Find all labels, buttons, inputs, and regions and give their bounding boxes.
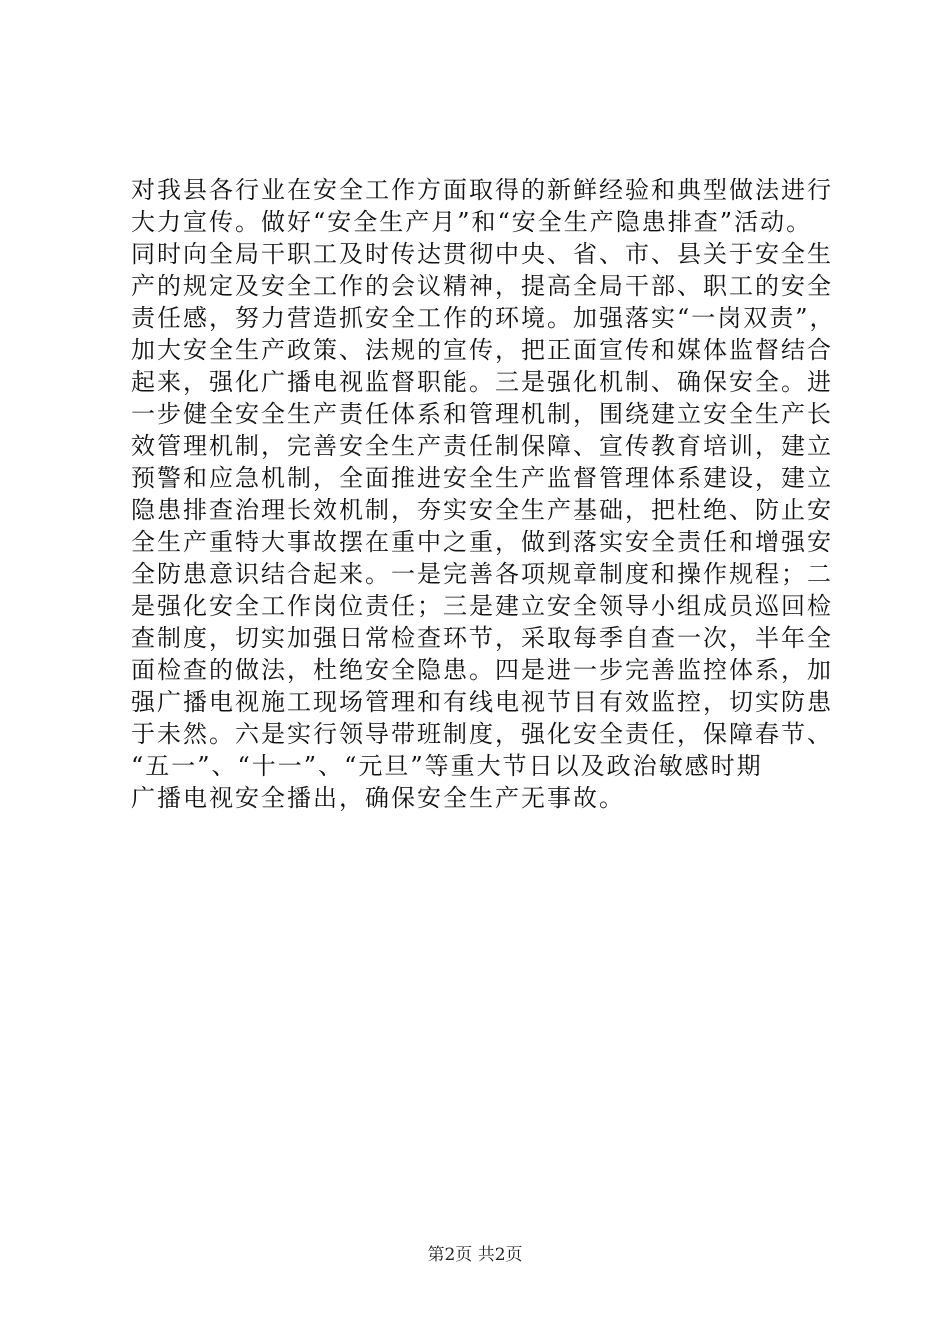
text-line: 是强化安全工作岗位责任；三是建立安全领导小组成员巡回检	[131, 592, 833, 620]
text-line: 全防患意识结合起来。一是完善各项规章制度和操作规程；二	[131, 560, 833, 588]
text-line: 大力宣传。做好“安全生产月”和“安全生产隐患排查”活动。	[131, 208, 813, 236]
page-number-footer: 第2页 共2页	[427, 1245, 523, 1265]
text-line: 强广播电视施工现场管理和有线电视节目有效监控，切实防患	[131, 688, 833, 716]
text-line: 于未然。六是实行领导带班制度，强化安全责任，保障春节、	[131, 720, 833, 748]
text-line: 同时向全局干职工及时传达贯彻中央、省、市、县关于安全生	[131, 240, 833, 268]
text-line: 对我县各行业在安全工作方面取得的新鲜经验和典型做法进行	[131, 176, 833, 204]
text-line: “五一”、“十一”、“元旦”等重大节日以及政治敏感时期	[131, 752, 763, 780]
text-line: 广播电视安全播出，确保安全生产无事故。	[131, 784, 625, 812]
text-line: 一步健全安全生产责任体系和管理机制，围绕建立安全生产长	[131, 400, 833, 428]
text-line: 加大安全生产政策、法规的宣传，把正面宣传和媒体监督结合	[131, 336, 833, 364]
text-line: 预警和应急机制，全面推进安全生产监督管理体系建设，建立	[131, 464, 833, 492]
text-line: 面检查的做法，杜绝安全隐患。四是进一步完善监控体系，加	[131, 656, 833, 684]
text-line: 责任感，努力营造抓安全工作的环境。加强落实“一岗双责”，	[131, 304, 836, 332]
text-line: 隐患排查治理长效机制，夯实安全生产基础，把杜绝、防止安	[131, 496, 833, 524]
text-line: 起来，强化广播电视监督职能。三是强化机制、确保安全。进	[131, 368, 833, 396]
text-line: 查制度，切实加强日常检查环节，采取每季自查一次，半年全	[131, 624, 833, 652]
text-line: 全生产重特大事故摆在重中之重，做到落实安全责任和增强安	[131, 528, 833, 556]
text-line: 效管理机制，完善安全生产责任制保障、宣传教育培训，建立	[131, 432, 833, 460]
text-line: 产的规定及安全工作的会议精神，提高全局干部、职工的安全	[131, 272, 833, 300]
body-text	[131, 174, 836, 814]
